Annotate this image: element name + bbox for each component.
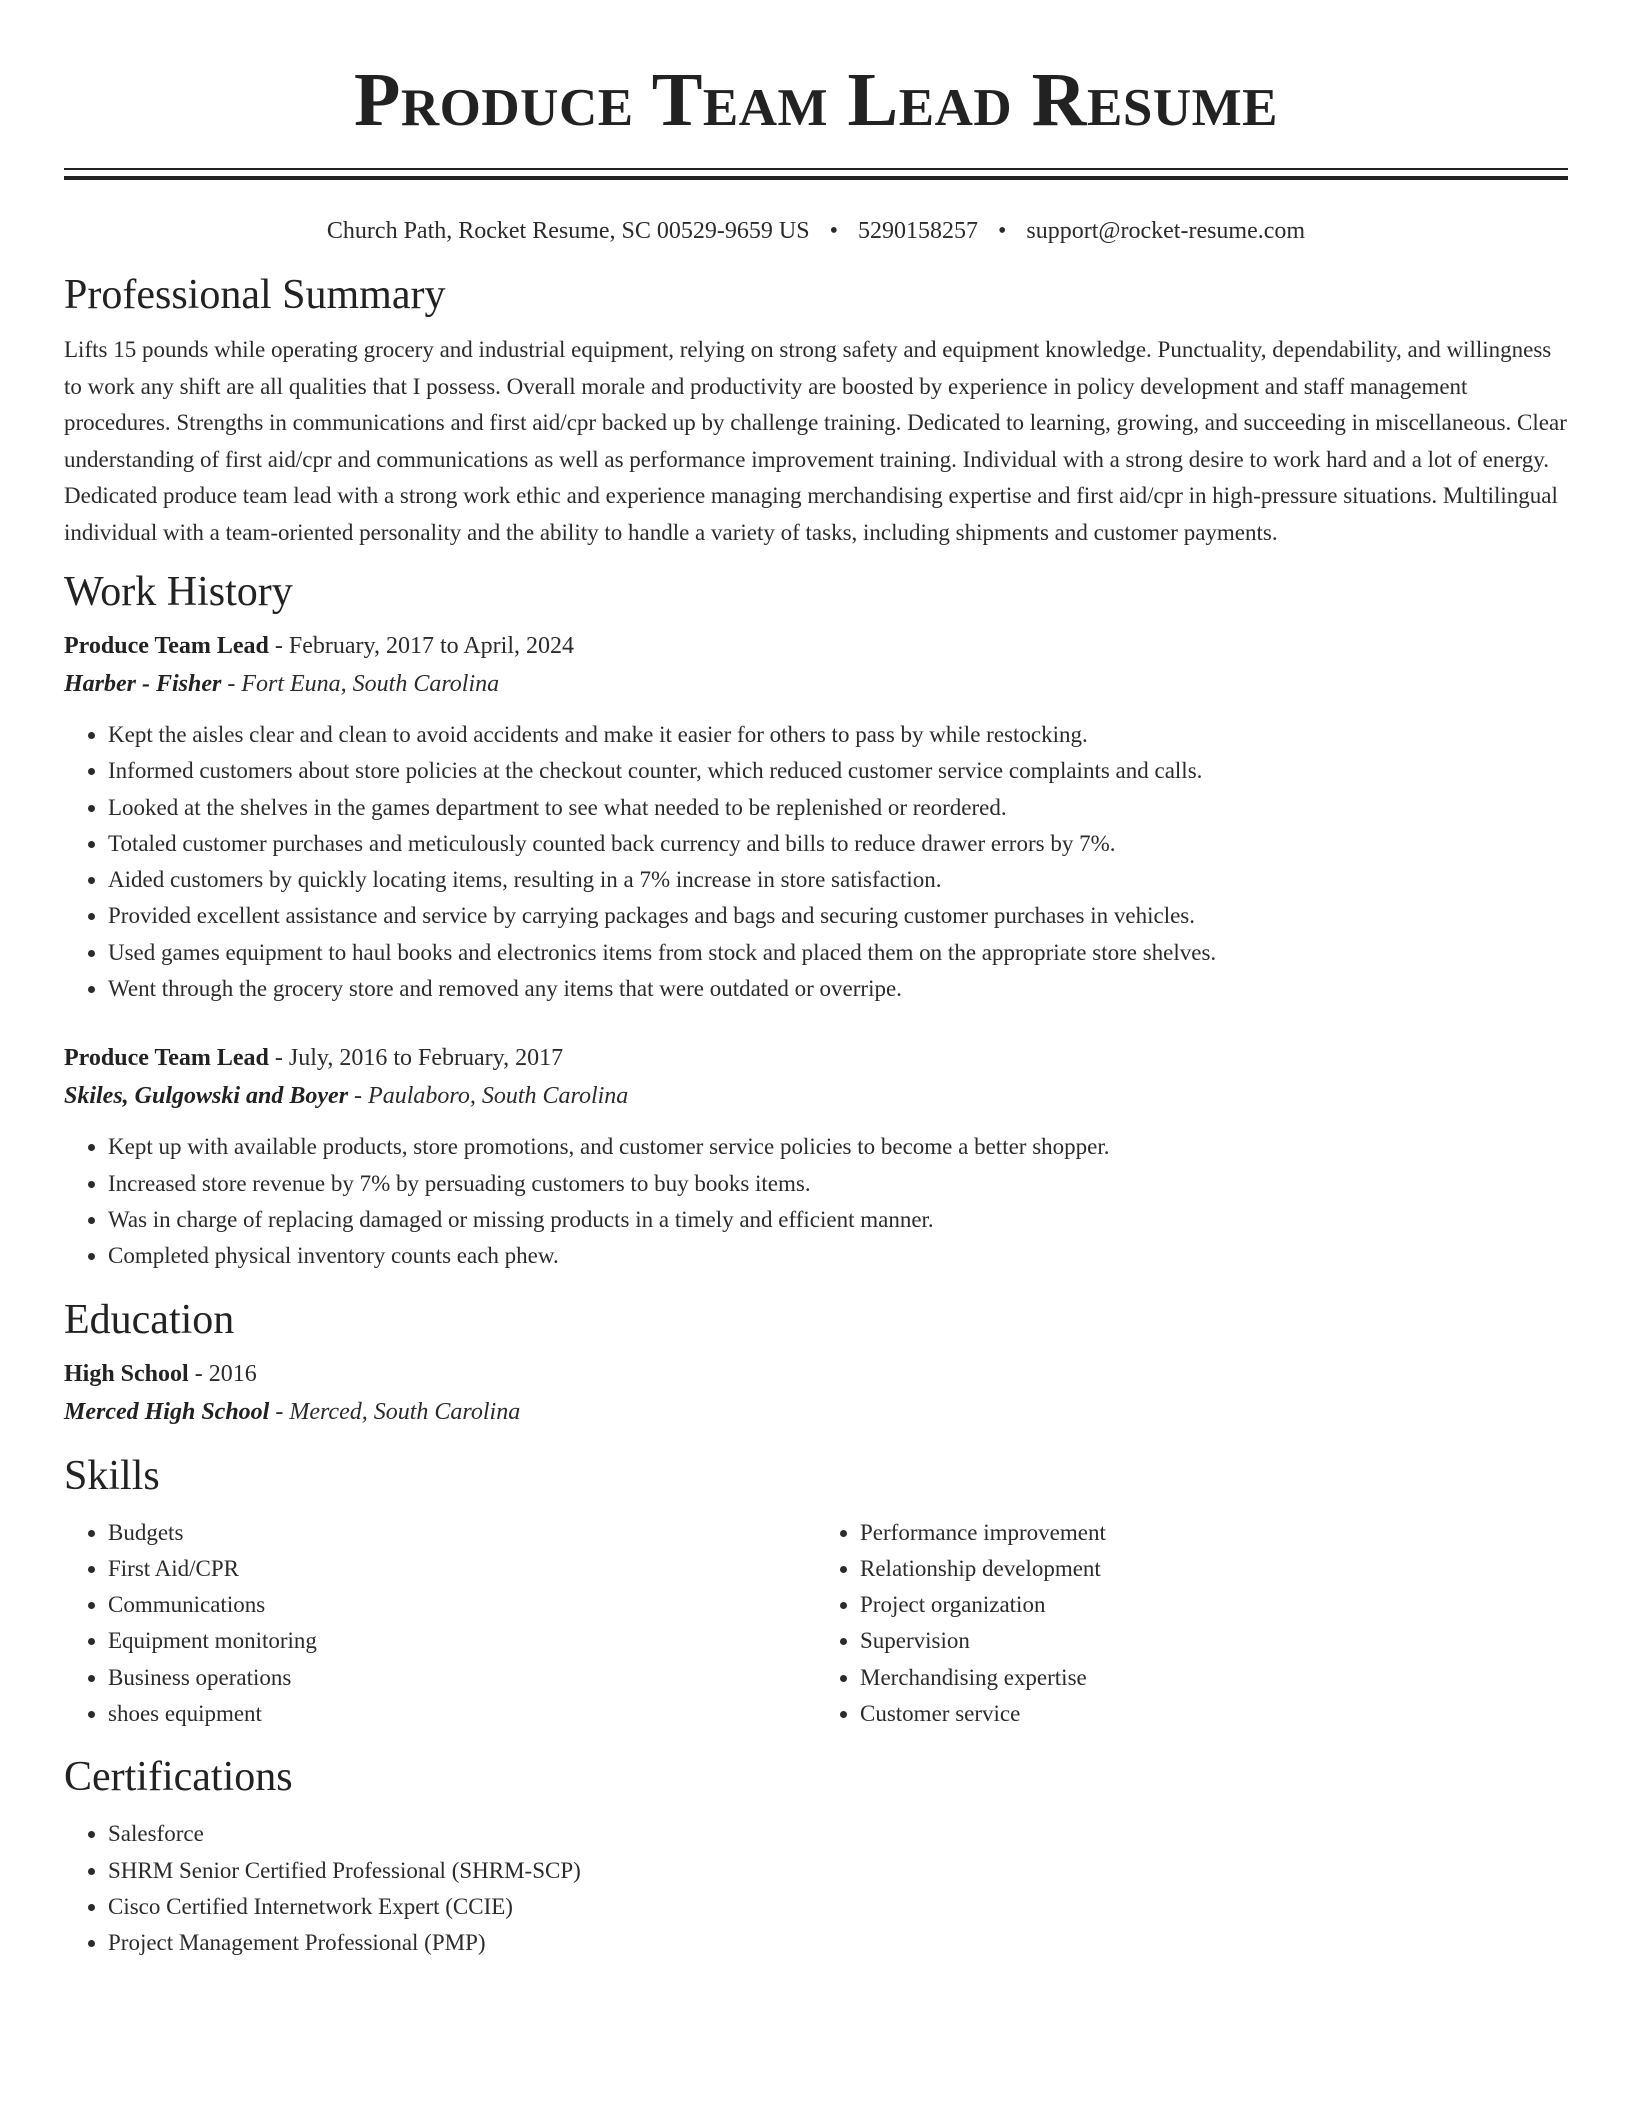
certifications-heading: Certifications bbox=[64, 1754, 293, 1801]
job-dates: - July, 2016 to February, 2017 bbox=[268, 1045, 564, 1072]
job-company-line bbox=[64, 665, 1568, 703]
school-location: - Merced, South Carolina bbox=[269, 1398, 521, 1425]
work-history-heading: Work History bbox=[64, 569, 293, 615]
skills-heading: Skills bbox=[64, 1452, 160, 1499]
degree: High School bbox=[64, 1360, 189, 1387]
skill-item: • shoes equipment bbox=[108, 1696, 816, 1732]
certification-item: • Salesforce bbox=[108, 1816, 1568, 1852]
contact-separator: • bbox=[829, 218, 838, 244]
list-item: • Completed physical inventory counts each phew. bbox=[108, 1238, 1568, 1274]
resume-page bbox=[64, 0, 1568, 1962]
skill-item: • Project organization bbox=[860, 1587, 1568, 1623]
certification-item: • Cisco Certified Internetwork Expert (CCIE) bbox=[108, 1889, 1568, 1925]
contact-line bbox=[64, 216, 1568, 246]
contact-phone: 5290158257 bbox=[857, 218, 978, 244]
skill-item: • Relationship development bbox=[860, 1551, 1568, 1587]
list-item: • Aided customers by quickly locating items, resulting in a 7% increase in store satisfaction. bbox=[108, 862, 1568, 898]
list-item: • Provided excellent assistance and service by carrying packages and bags and securing customer purchases in vehicles. bbox=[108, 898, 1568, 934]
graduation-year: - 2016 bbox=[188, 1360, 257, 1387]
title-rule-thick bbox=[64, 176, 1568, 180]
skills-section bbox=[64, 1451, 1568, 1733]
job-title-line bbox=[64, 627, 1568, 665]
job-company-line bbox=[64, 1077, 1568, 1115]
job-duties-list bbox=[64, 1129, 1568, 1274]
job-location: - Fort Euna, South Carolina bbox=[221, 671, 500, 697]
education-heading: Education bbox=[64, 1296, 235, 1343]
job-entry bbox=[64, 1039, 1568, 1274]
skills-list-right bbox=[816, 1515, 1568, 1733]
title-rule-thin bbox=[64, 168, 1568, 170]
job-entry bbox=[64, 627, 1568, 1007]
summary-text: Lifts 15 pounds while operating grocery and industrial equipment, relying on strong safety and equipment knowledge. Punctuality, dependability, and willingness to work any shift are all qualities that I possess. Overall morale and productivity are boosted by experience in policy development and staff management procedures. Strengths in communications and first aid/cpr backed up by challenge training. Dedicated to learning, growing, and succeeding in miscellaneous. Clear understanding of first aid/cpr and communications as well as performance improvement training. Individual with a strong desire to work hard and a lot of energy. Dedicated produce team lead with a strong work ethic and experience managing merchandising expertise and first aid/cpr in high-pressure situations. Multilingual individual with a team-oriented personality and the ability to handle a variety of tasks, including shipments and customer payments. bbox=[64, 337, 1567, 545]
list-item: • Totaled customer purchases and meticulously counted back currency and bills to reduce drawer errors by 7%. bbox=[108, 826, 1568, 862]
list-item: • Kept up with available products, store promotions, and customer service policies to become a better shopper. bbox=[108, 1129, 1568, 1165]
certifications-list bbox=[64, 1816, 1568, 1961]
skill-item: • Merchandising expertise bbox=[860, 1660, 1568, 1696]
education-section bbox=[64, 1295, 1568, 1431]
skills-grid bbox=[64, 1515, 1568, 1733]
summary-section bbox=[64, 270, 1568, 551]
skill-item: • First Aid/CPR bbox=[108, 1551, 816, 1587]
school-name: Merced High School bbox=[64, 1398, 270, 1425]
certification-item: • Project Management Professional (PMP) bbox=[108, 1925, 1568, 1961]
list-item: • Went through the grocery store and removed any items that were outdated or overripe. bbox=[108, 971, 1568, 1007]
work-history-section bbox=[64, 567, 1568, 1275]
contact-separator: • bbox=[997, 218, 1007, 244]
list-item: • Looked at the shelves in the games department to see what needed to be replenished or reordered. bbox=[108, 790, 1568, 826]
contact-email: support@rocket-resume.com bbox=[1026, 218, 1306, 244]
contact-address: Church Path, Rocket Resume, SC 00529-9659 US bbox=[326, 218, 810, 244]
job-company: Skiles, Gulgowski and Boyer bbox=[64, 1083, 349, 1110]
job-company: Harber - Fisher bbox=[64, 671, 222, 697]
list-item: • Informed customers about store policies at the checkout counter, which reduced customer service complaints and calls. bbox=[108, 753, 1568, 789]
job-dates: - February, 2017 to April, 2024 bbox=[268, 633, 574, 659]
certification-item: • SHRM Senior Certified Professional (SHRM-SCP) bbox=[108, 1853, 1568, 1889]
skill-item: • Equipment monitoring bbox=[108, 1623, 816, 1659]
job-title: Produce Team Lead bbox=[64, 633, 269, 659]
job-location: - Paulaboro, South Carolina bbox=[348, 1083, 629, 1110]
resume-title: Produce Team Lead Resume bbox=[353, 58, 1279, 142]
certifications-section bbox=[64, 1752, 1568, 1961]
summary-heading: Professional Summary bbox=[64, 272, 446, 318]
job-title-line bbox=[64, 1039, 1568, 1077]
school-line bbox=[64, 1393, 1568, 1431]
skill-item: • Customer service bbox=[860, 1696, 1568, 1732]
skill-item: • Business operations bbox=[108, 1660, 816, 1696]
skill-item: • Communications bbox=[108, 1587, 816, 1623]
job-title: Produce Team Lead bbox=[64, 1045, 269, 1072]
job-duties-list bbox=[64, 717, 1568, 1007]
skill-item: • Supervision bbox=[860, 1623, 1568, 1659]
skills-list-left bbox=[64, 1515, 816, 1733]
skill-item: • Budgets bbox=[108, 1515, 816, 1551]
list-item: • Kept the aisles clear and clean to avoid accidents and make it easier for others to pass by while restocking. bbox=[108, 717, 1568, 753]
list-item: • Used games equipment to haul books and electronics items from stock and placed them on the appropriate store shelves. bbox=[108, 935, 1568, 971]
degree-line bbox=[64, 1355, 1568, 1393]
skill-item: • Performance improvement bbox=[860, 1515, 1568, 1551]
list-item: • Increased store revenue by 7% by persuading customers to buy books items. bbox=[108, 1166, 1568, 1202]
education-entry bbox=[64, 1355, 1568, 1431]
list-item: • Was in charge of replacing damaged or missing products in a timely and efficient manner. bbox=[108, 1202, 1568, 1238]
